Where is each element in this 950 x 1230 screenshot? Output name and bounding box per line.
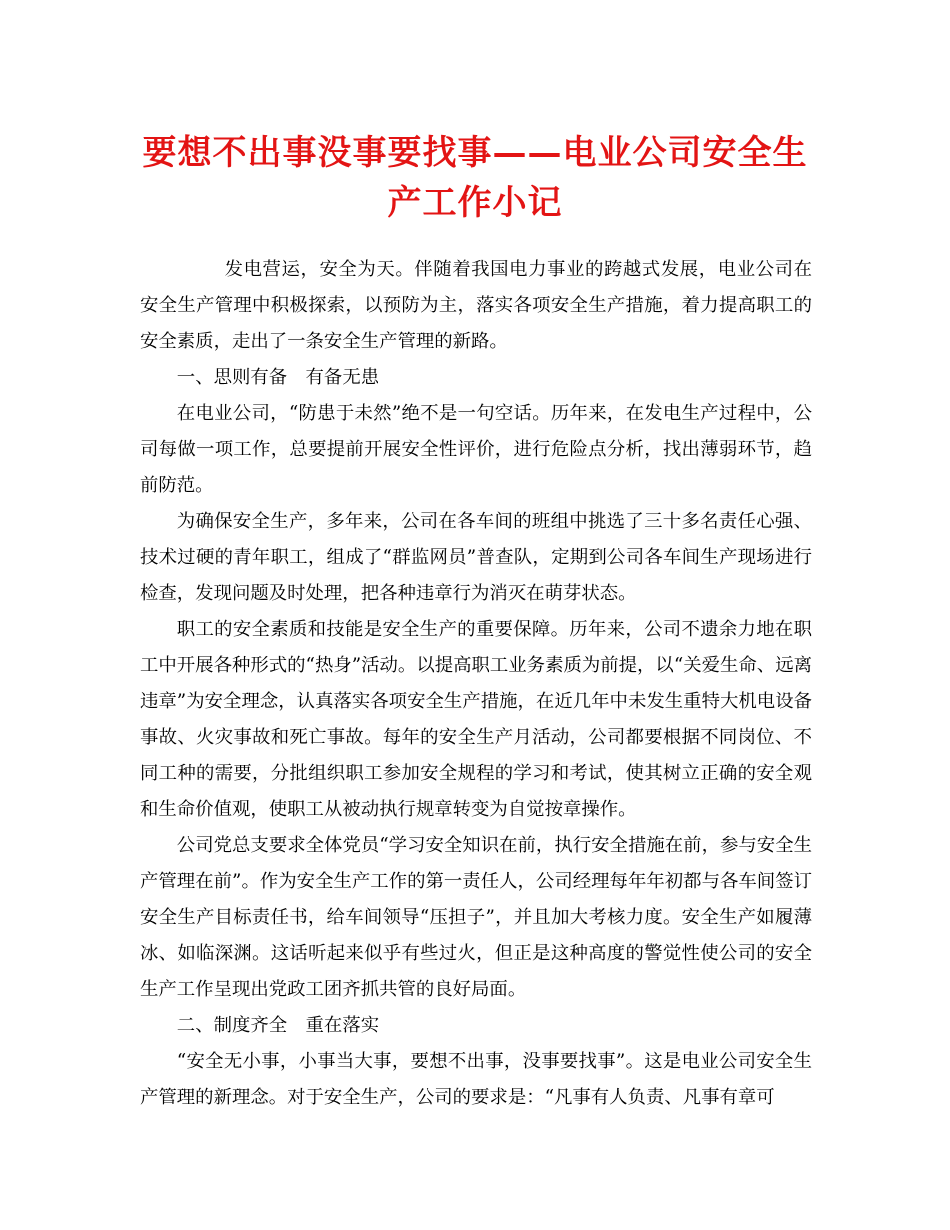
section-heading-2: 二、制度齐全 重在落实 — [176, 1015, 380, 1036]
paragraph-staff-quality: 职工的安全素质和技能是安全生产的重要保障。历年来，公司不遗余力地在职工中开展各种形式的“热身”活动。以提高职工业务素质为前提，以“关爱生命、远离违章”为安全理念，认真落实各项安全生产措施，在近几年中未发生重特大机电设备事故、火灾事故和死亡事故。每年的安全生产月活动，公司都要根据不同岗位、不同工种的需要，分批组织职工参加安全规程的学习和考试，使其树立正确的安全观和生命价值观，使职工从被动执行规章转变为自觉按章操作。 — [140, 619, 812, 820]
paragraph-party-requirements: 公司党总支要求全体党员“学习安全知识在前，执行安全措施在前，参与安全生产管理在前”。作为安全生产工作的第一责任人，公司经理每年年初都与各车间签订安全生产目标责任书，给车间领导“压担子”，并且加大考核力度。安全生产如履薄冰、如临深渊。这话听起来似乎有些过火，但正是这种高度的警觉性使公司的安全生产工作呈现出党政工团齐抓共管的良好局面。 — [140, 835, 812, 1000]
paragraph-inspection-team: 为确保安全生产，多年来，公司在各车间的班组中挑选了三十多名责任心强、技术过硬的青年职工，组成了“群监网员”普查队，定期到公司各车间生产现场进行检查，发现问题及时处理，把各种违章行为消灭在萌芽状态。 — [140, 511, 812, 604]
paragraph-intro: 发电营运，安全为天。伴随着我国电力事业的跨越式发展，电业公司在安全生产管理中积极探索，以预防为主，落实各项安全生产措施，着力提高职工的安全素质，走出了一条安全生产管理的新路。 — [140, 259, 812, 352]
document-body — [140, 252, 812, 1116]
title-line-1: 要想不出事没事要找事——电业公司安全生 — [142, 133, 808, 173]
document-title — [130, 128, 820, 228]
title-line-2: 产工作小记 — [387, 183, 563, 223]
section-heading-1: 一、思则有备 有备无患 — [176, 367, 380, 388]
paragraph-prevention: 在电业公司，“防患于未然”绝不是一句空话。历年来，在发电生产过程中，公司每做一项工作，总要提前开展安全性评价，进行危险点分析，找出薄弱环节，趋前防范。 — [140, 403, 812, 496]
paragraph-safety-concept: “安全无小事，小事当大事，要想不出事，没事要找事”。这是电业公司安全生产管理的新理念。对于安全生产，公司的要求是：“凡事有人负责、凡事有章可 — [140, 1051, 812, 1108]
